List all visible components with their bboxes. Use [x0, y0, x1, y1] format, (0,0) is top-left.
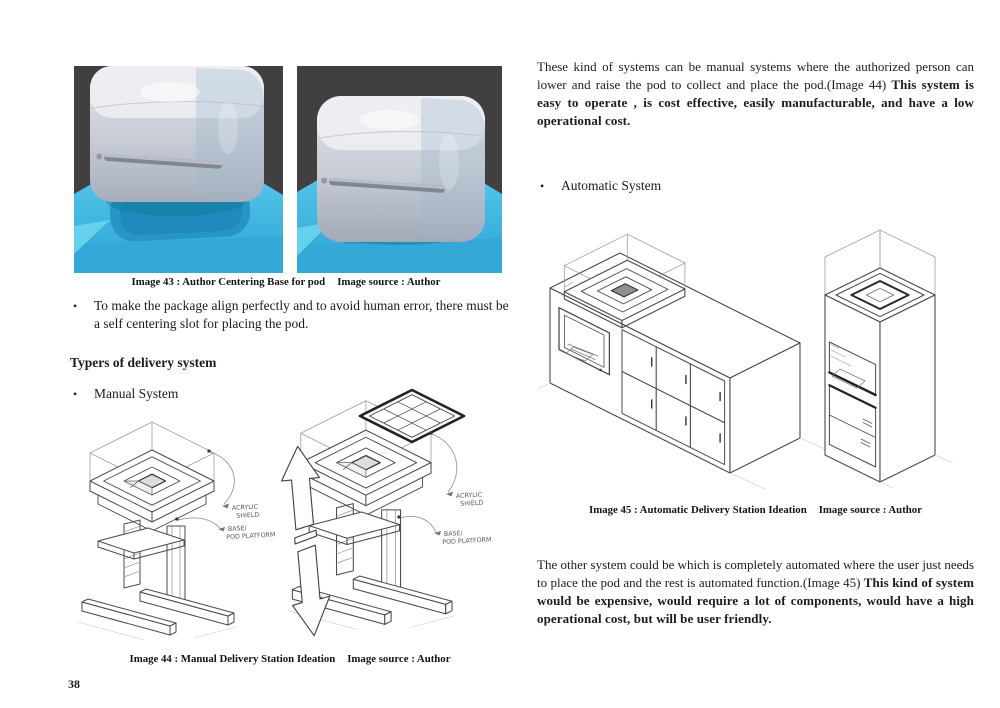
bullet-dot: •: [73, 387, 78, 401]
bullet-automatic-system: [537, 177, 837, 195]
pod: [90, 66, 264, 202]
sketch-annotations-right: [398, 432, 492, 547]
bullet-dot: •: [73, 299, 78, 313]
sketch-annotations-left: [176, 450, 276, 542]
paragraph-normal-text: These kind of systems can be manual systems where the authorized person can lower and raise the pod to collect and place the pod.(Image 44): [537, 59, 974, 92]
render-pod-seated: [297, 66, 502, 273]
caption-source: Image source : Author: [337, 276, 441, 288]
bullet-text: Manual System: [94, 386, 179, 401]
caption-label: Image 44 : Manual Delivery Station Ideation: [129, 653, 336, 665]
section-heading: Typers of delivery system: [70, 355, 217, 370]
centering-plate-sketch: [360, 390, 464, 442]
paragraph-manual-system: [537, 58, 974, 130]
caption-image-44: [70, 653, 510, 665]
bullet-text: Automatic System: [561, 178, 662, 193]
caption-label: Image 43 : Author Centering Base for pod: [131, 276, 326, 288]
paragraph-normal-text: The other system could be which is completely automated where the user just needs to place the pod and the rest is automated function.(Image 45): [537, 557, 974, 590]
bullet-dot: •: [540, 179, 545, 193]
manual-station-sketch: [60, 386, 520, 654]
paragraph-automatic-system: [537, 556, 974, 628]
bullet-text: To make the package align perfectly and to avoid human error, there must be a self centering slot for placing the pod.: [94, 298, 509, 331]
kiosk-sketch: [825, 230, 953, 488]
manual-stand-left: [78, 422, 236, 640]
annotation-base: BASE/POD PLATFORM: [226, 525, 276, 542]
render-pod-hovering: [74, 66, 283, 273]
caption-source: Image source : Author: [818, 504, 922, 516]
caption-image-45: [537, 504, 974, 516]
annotation-base: BASE/POD PLATFORM: [442, 530, 492, 547]
paragraph-bold-text: This system is easy to operate , is cost effective, easily manufacturable, and have a low operational cost.: [537, 77, 974, 128]
annotation-acrylic: ACRYLICSHIELD: [455, 491, 484, 508]
paragraph-bold-text: This kind of system would be expensive, would require a lot of components, would have a high operational cost, but will be user friendly.: [537, 575, 974, 626]
bullet-self-centering: [70, 297, 514, 333]
pod: [317, 96, 485, 242]
caption-source: Image source : Author: [347, 653, 451, 665]
annotation-acrylic: ACRYLICSHIELD: [231, 503, 260, 520]
cabinet-sketch: [538, 234, 827, 489]
caption-label: Image 45 : Automatic Delivery Station Ideation: [589, 504, 807, 516]
page-number: 38: [68, 677, 80, 691]
automatic-station-sketch: [535, 223, 975, 495]
caption-image-43: [70, 276, 502, 288]
